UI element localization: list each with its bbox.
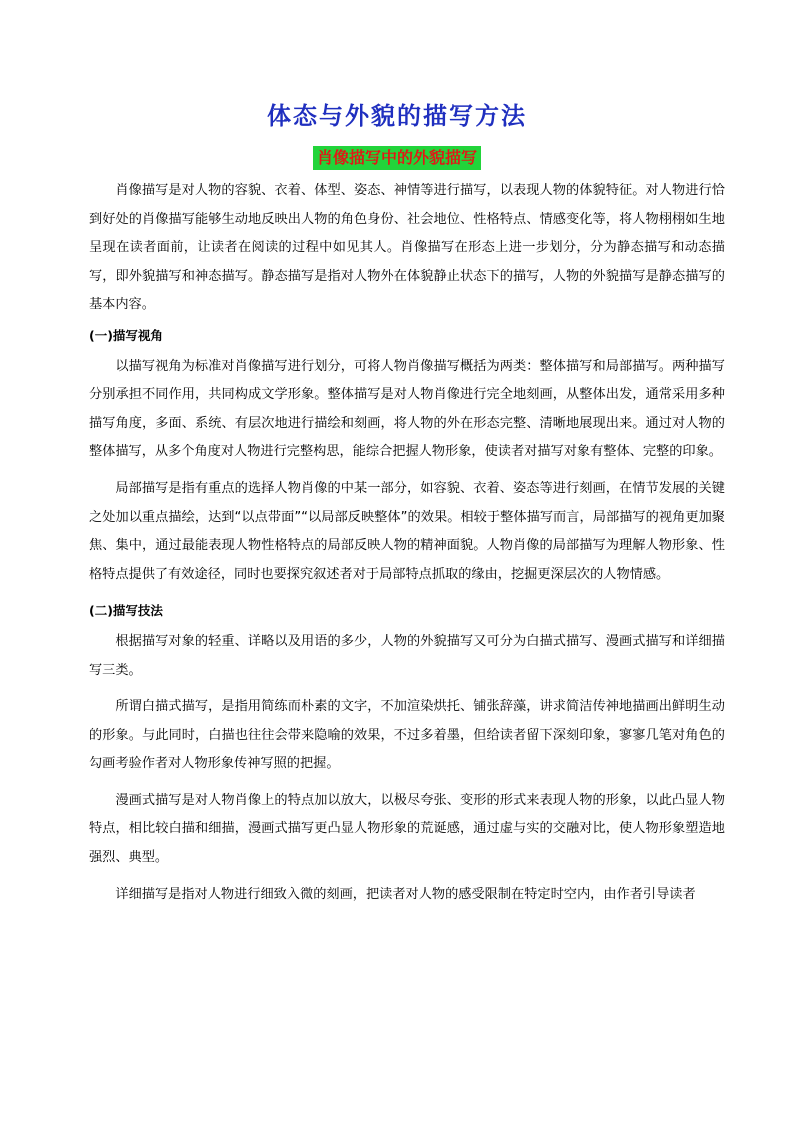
section-heading-perspective: (一)描写视角 (89, 327, 163, 343)
subtitle-container (0, 146, 794, 170)
page-title: 体态与外貌的描写方法 (267, 102, 527, 130)
paragraph-line-drawing: 所谓白描式描写，是指用简练而朴素的文字，不加渲染烘托、铺张辞藻，讲求简洁传神地描画出鲜明生动的形象。与此同时，白描也往往会带来隐喻的效果，不过多着墨，但给读者留下深刻印象，寥寥几笔对角色的勾画考验作者对人物形象传神写照的把握。 (89, 699, 725, 772)
document-body (89, 177, 725, 909)
page-subtitle: 肖像描写中的外貌描写 (313, 146, 481, 170)
paragraph-overall-description: 以描写视角为标准对肖像描写进行划分，可将人物肖像描写概括为两类：整体描写和局部描写。两种描写分别承担不同作用，共同构成文学形象。整体描写是对人物肖像进行完全地刻画，从整体出发，通常采用多种描写角度，多面、系统、有层次地进行描绘和刻画，将人物的外在形态完整、清晰地展现出来。通过对人物的整体描写，从多个角度对人物进行完整构思，能综合把握人物形象，使读者对描写对象有整体、完整的印象。 (89, 358, 725, 460)
paragraph-caricature: 漫画式描写是对人物肖像上的特点加以放大，以极尽夸张、变形的形式来表现人物的形象，以此凸显人物特点，相比较白描和细描，漫画式描写更凸显人物形象的荒诞感，通过虚与实的交融对比，使人物形象塑造地强烈、典型。 (89, 792, 725, 866)
paragraph-partial-description: 局部描写是指有重点的选择人物肖像的中某一部分，如容貌、衣着、姿态等进行刻画，在情节发展的关键之处加以重点描绘，达到“以点带面”“以局部反映整体”的效果。相较于整体描写而言，局部描写的视角更加聚焦、集中，通过最能表现人物性格特点的局部反映人物的精神面貌。人物肖像的局部描写为理解人物形象、性格特点提供了有效途径，同时也要探究叙述者对于局部特点抓取的缘由，挖掘更深层次的人物情感。 (89, 480, 725, 582)
intro-paragraph: 肖像描写是对人物的容貌、衣着、体型、姿态、神情等进行描写，以表现人物的体貌特征。对人物进行恰到好处的肖像描写能够生动地反映出人物的角色身份、社会地位、性格特点、情感变化等，将人物栩栩如生地呈现在读者面前，让读者在阅读的过程中如见其人。肖像描写在形态上进一步划分，分为静态描写和动态描写，即外貌描写和神态描写。静态描写是指对人物外在体貌静止状态下的描写，人物的外貌描写是静态描写的基本内容。 (89, 183, 725, 313)
paragraph-detailed: 详细描写是指对人物进行细致入微的刻画，把读者对人物的感受限制在特定时空内，由作者引导读者 (115, 886, 696, 902)
section-heading-technique: (二)描写技法 (89, 603, 163, 619)
paragraph-technique-intro: 根据描写对象的轻重、详略以及用语的多少，人物的外貌描写又可分为白描式描写、漫画式描写和详细描写三类。 (89, 633, 725, 678)
